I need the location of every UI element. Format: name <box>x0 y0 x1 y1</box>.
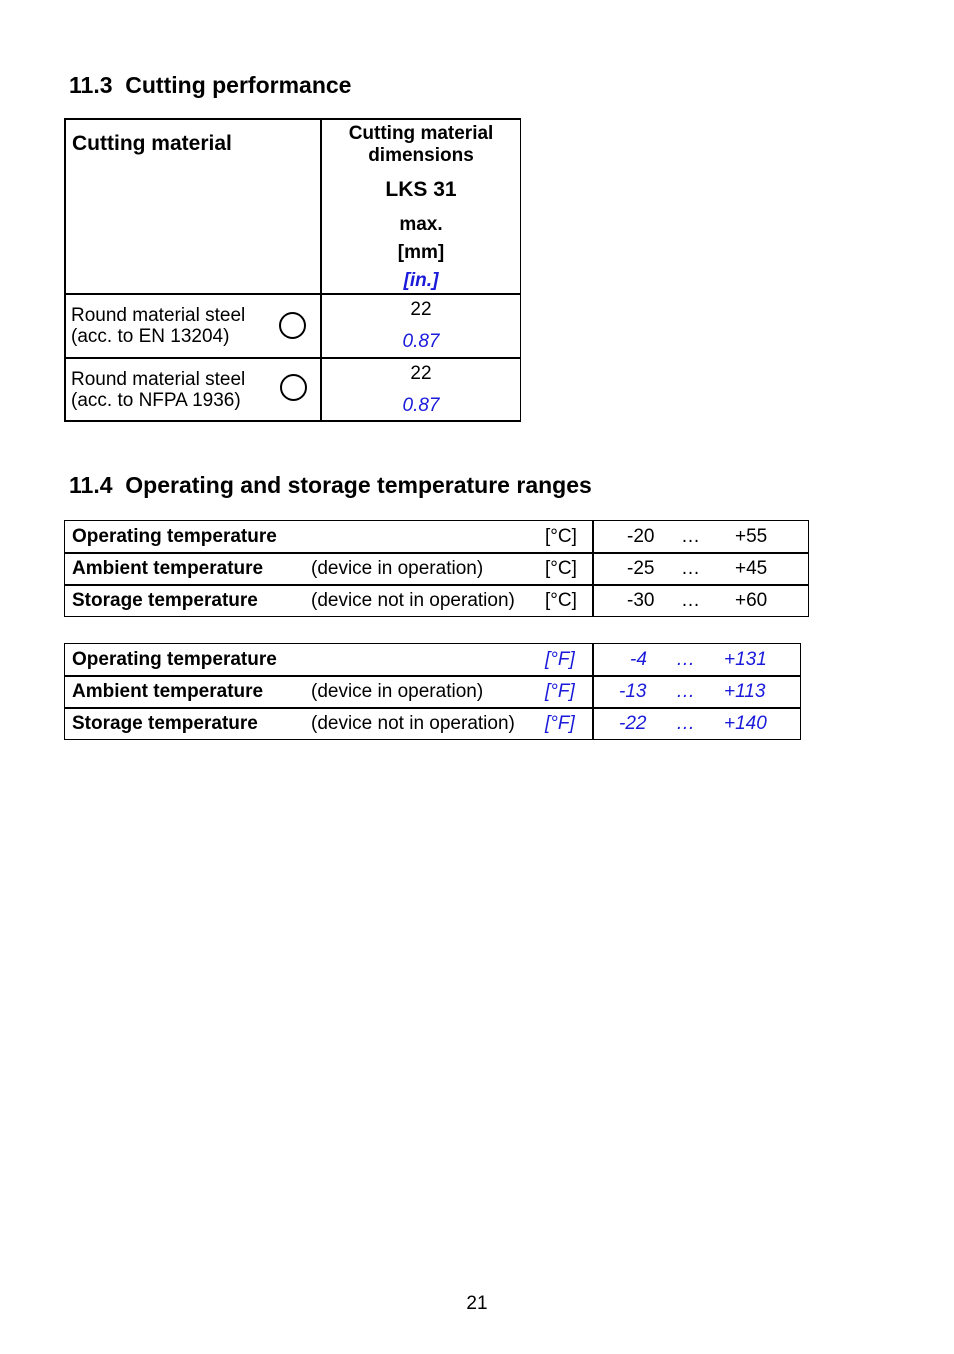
section-title-temperature-ranges: 11.4 Operating and storage temperature ranges <box>69 472 592 498</box>
unit-fahrenheit: [°F] <box>545 649 575 670</box>
row-label: Operating temperature <box>72 649 277 670</box>
header-unit-mm: [mm] <box>397 242 445 263</box>
range-min: -22 <box>619 713 647 734</box>
temperature-table-celsius <box>64 520 809 617</box>
circle-icon <box>280 374 307 401</box>
page-number: 21 <box>466 1293 488 1314</box>
range-separator: … <box>676 681 695 702</box>
range-max: +131 <box>724 649 767 670</box>
row-note: (device in operation) <box>311 558 484 579</box>
row-note: (device not in operation) <box>311 713 515 734</box>
table-row <box>65 553 808 585</box>
header-unit-in: [in.] <box>403 270 439 291</box>
cutting-performance-table <box>64 118 521 422</box>
header-dimensions-line1: Cutting material <box>348 123 494 144</box>
row-label: Ambient temperature <box>72 681 264 702</box>
row-label: Operating temperature <box>72 526 277 547</box>
unit-celsius: [°C] <box>545 526 577 547</box>
value-in: 0.87 <box>402 395 440 416</box>
material-standard: (acc. to EN 13204) <box>71 326 230 347</box>
table-row <box>65 521 808 553</box>
value-mm: 22 <box>410 299 432 320</box>
range-separator: … <box>681 526 700 547</box>
header-max: max. <box>399 214 443 235</box>
unit-celsius: [°C] <box>545 558 577 579</box>
header-model: LKS 31 <box>385 178 457 201</box>
row-label: Ambient temperature <box>72 558 264 579</box>
row-note: (device not in operation) <box>311 590 515 611</box>
range-separator: … <box>676 649 695 670</box>
circle-icon <box>279 312 306 339</box>
temperature-table-fahrenheit <box>64 643 801 740</box>
header-dimensions-line2: dimensions <box>368 145 474 166</box>
unit-fahrenheit: [°F] <box>545 681 575 702</box>
range-max: +55 <box>735 526 768 547</box>
range-min: -13 <box>619 681 647 702</box>
header-cutting-material: Cutting material <box>72 132 232 155</box>
range-max: +60 <box>735 590 768 611</box>
row-note: (device in operation) <box>311 681 484 702</box>
value-mm: 22 <box>410 363 432 384</box>
table-row <box>65 676 800 708</box>
unit-celsius: [°C] <box>545 590 577 611</box>
value-in: 0.87 <box>402 331 440 352</box>
row-label: Storage temperature <box>72 713 258 734</box>
range-separator: … <box>681 558 700 579</box>
table-row <box>65 585 808 617</box>
range-separator: … <box>676 713 695 734</box>
material-standard: (acc. to NFPA 1936) <box>71 390 241 411</box>
range-max: +113 <box>724 681 766 702</box>
section-title-cutting-performance: 11.3 Cutting performance <box>69 72 352 98</box>
range-min: -30 <box>627 590 655 611</box>
range-max: +45 <box>735 558 768 579</box>
material-label: Round material steel <box>71 369 246 390</box>
range-max: +140 <box>724 713 767 734</box>
unit-fahrenheit: [°F] <box>545 713 575 734</box>
range-separator: … <box>681 590 700 611</box>
range-min: -25 <box>627 558 655 579</box>
row-label: Storage temperature <box>72 590 258 611</box>
range-min: -20 <box>627 526 655 547</box>
range-min: -4 <box>630 649 647 670</box>
table-row <box>65 644 800 676</box>
material-label: Round material steel <box>71 305 246 326</box>
table-row <box>65 708 800 740</box>
